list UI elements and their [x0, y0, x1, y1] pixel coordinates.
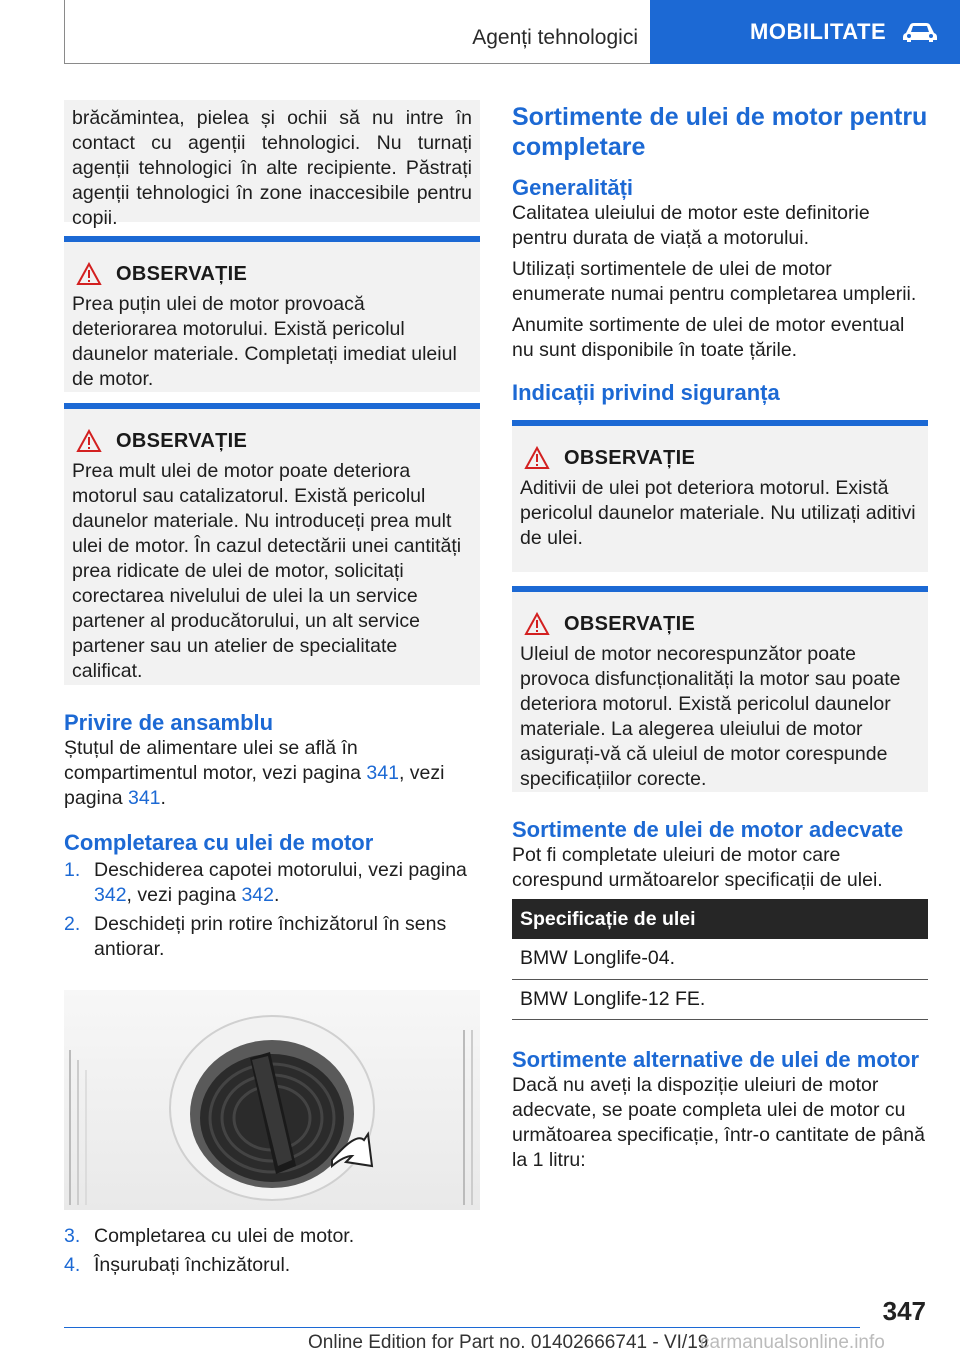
suitable-oils-text: Pot fi completate uleiuri de motor care corespund următoarelor specificații de ulei. [512, 844, 883, 891]
general-heading: Generalități [512, 175, 634, 200]
fill-steps-list-continued [64, 1224, 480, 1278]
footer-rule [64, 1327, 860, 1328]
page-link[interactable]: 342 [94, 884, 127, 906]
warning-text: Prea mult ulei de motor poate deteriora motorul sau catalizatorul. Există pericolul daunelor materiale. Nu introduceți prea mult ulei de motor. În cazul detectării unei cantități prea ridicate de ulei de motor, solicitați corectarea nivelului de ulei la un service partener al producătorului, un alt service partener sau un atelier de specialitate calificat. [72, 460, 462, 682]
warning-box-low-oil [64, 236, 480, 392]
table-row [512, 939, 928, 979]
warning-title: OBSERVAȚIE [116, 429, 248, 452]
page-link[interactable]: 341 [127, 787, 161, 809]
general-paragraph: Utilizați sortimentele de ulei de motor enumerate numai pentru completarea umplerii. [512, 258, 917, 305]
oil-spec-table [512, 899, 928, 1020]
header-left-rule [64, 0, 65, 64]
list-item: 3. Completarea cu ulei de motor. [64, 1225, 355, 1247]
warning-box-wrong-oil [512, 586, 928, 792]
left-column [64, 100, 480, 1282]
page-link[interactable]: 342 [241, 884, 274, 906]
warning-triangle-icon [76, 429, 102, 453]
table-row [512, 979, 928, 1019]
header-bottom-rule [64, 63, 650, 64]
right-column [512, 100, 928, 1179]
warning-title: OBSERVAȚIE [116, 262, 248, 285]
warning-text: Uleiul de motor necorespunzător poate provoca disfuncționalități la motor sau poate deteriora motorul. Există pericolul daunelor materiale. La alegerea uleiului de motor asigurați-vă că uleiul de motor corespunde specificațiilor corecte. [520, 643, 901, 790]
warning-box-too-much-oil [64, 403, 480, 685]
list-item: 4. Înșurubați închizătorul. [64, 1254, 291, 1276]
page-number: 347 [882, 1296, 926, 1326]
footer-watermark: carmanualsonline.info [700, 1332, 885, 1353]
general-paragraph: Calitatea uleiului de motor este definitorie pentru durata de viață a motorului. [512, 202, 870, 249]
warning-title: OBSERVAȚIE [564, 612, 696, 635]
table-header: Specificație de ulei [512, 899, 928, 939]
warning-triangle-icon [524, 612, 550, 636]
header-section-title: Agenți tehnologici [472, 26, 638, 49]
chapter-tab-label: MOBILITATE [750, 19, 887, 44]
list-item: 1. Deschiderea capotei motorului, vezi pagina 342, vezi pagina 342. [64, 859, 467, 906]
oil-filler-cap-illustration [64, 990, 480, 1210]
warning-triangle-icon [524, 446, 550, 470]
warning-text: Prea puțin ulei de motor provoacă deteriorarea motorului. Există pericolul daunelor materiale. Completați imediat uleiul de motor. [72, 293, 457, 390]
table-cell: BMW Longlife-12 FE. [512, 979, 928, 1019]
alternative-oils-text: Dacă nu aveți la dispoziție uleiuri de motor adecvate, se poate completa ulei de motor cu următoarea specificație, într-o cantitate de până la 1 litru: [512, 1073, 925, 1171]
warning-triangle-icon [76, 262, 102, 286]
main-heading: Sortimente de ulei de motor pentru completare [512, 103, 928, 161]
suitable-oils-heading: Sortimente de ulei de motor adecvate [512, 817, 904, 842]
fill-oil-heading: Completarea cu ulei de motor [64, 830, 374, 855]
oil-filler-cap-image [64, 990, 480, 1210]
header-chapter-tab[interactable] [650, 0, 960, 64]
list-item: 2. Deschideți prin rotire închizătorul în sens antiorar. [64, 913, 447, 960]
warning-title: OBSERVAȚIE [564, 446, 696, 469]
warning-text: Aditivii de ulei pot deteriora motorul. Există pericolul daunelor materiale. Nu utilizați aditivi de ulei. [520, 477, 916, 549]
overview-text: Ștuțul de alimentare ulei se află în compartimentul motor, vezi pagina 341, vezi pagina 341. [64, 737, 445, 809]
alternative-oils-heading: Sortimente alternative de ulei de motor [512, 1046, 920, 1072]
overview-heading: Privire de ansamblu [64, 710, 274, 735]
page-link[interactable]: 341 [366, 762, 399, 784]
intro-text: brăcămintea, pielea și ochii să nu intre în contact cu agenții tehnologici. Nu turnați agenții tehnologici în alte recipiente. Păstrați agenții tehnologici în zone inaccesibile pentru copii. [72, 107, 472, 229]
general-paragraph: Anumite sortimente de ulei de motor eventual nu sunt disponibile în toate țările. [512, 314, 905, 361]
car-icon [902, 21, 938, 43]
footer-edition: Online Edition for Part no. 01402666741 - VI/19 [308, 1332, 709, 1353]
table-cell: BMW Longlife-04. [512, 939, 928, 979]
intro-box [64, 100, 480, 229]
fill-steps-list [64, 858, 480, 962]
safety-heading: Indicații privind siguranța [512, 380, 780, 405]
warning-box-additives [512, 420, 928, 572]
